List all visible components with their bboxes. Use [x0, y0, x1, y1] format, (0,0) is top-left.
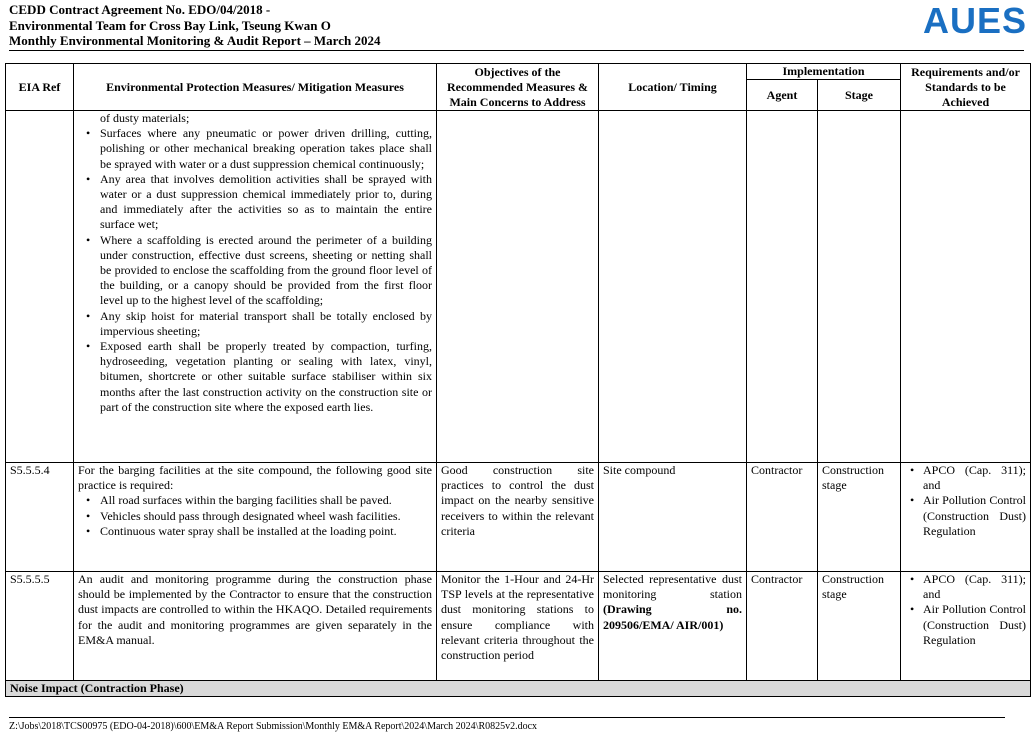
aues-logo: AUES — [922, 0, 1027, 41]
col-header-stage: Stage — [818, 80, 901, 111]
cell-location: Site compound — [599, 463, 747, 572]
location-drawing-ref: (Drawing no. 209506/EMA/ AIR/001) — [603, 602, 742, 632]
location-text: Selected representative dust monitoring station — [603, 572, 742, 602]
header-contract-line: CEDD Contract Agreement No. EDO/04/2018 - — [9, 2, 271, 17]
list-item: • Continuous water spray shall be installed at the loading point. — [100, 524, 432, 539]
list-item: • APCO (Cap. 311); and — [923, 463, 1026, 493]
table-row-continued — [6, 111, 1031, 463]
cell-objective: Good construction site practices to control the dust impact on the nearby sensitive receivers to within the relevant criteria — [437, 463, 599, 572]
col-header-measures: Environmental Protection Measures/ Mitigation Measures — [74, 64, 437, 111]
cell-eia-ref: S5.5.5.4 — [6, 463, 74, 572]
measure-intro: For the barging facilities at the site compound, the following good site practice is required: — [78, 463, 432, 493]
list-item: • Any skip hoist for material transport shall be totally enclosed by impervious sheeting; — [100, 309, 432, 339]
header-divider — [9, 50, 1024, 51]
cell-location — [599, 572, 747, 681]
mitigation-measures-table — [5, 63, 1031, 697]
cell-agent: Contractor — [747, 572, 818, 681]
cell-agent: Contractor — [747, 463, 818, 572]
col-header-eia-ref: EIA Ref — [6, 64, 74, 111]
col-header-implementation: Implementation — [747, 64, 901, 80]
footer-divider — [9, 717, 1005, 718]
cell-eia-ref: S5.5.5.5 — [6, 572, 74, 681]
table-row-s5554 — [6, 463, 1031, 572]
list-item: • APCO (Cap. 311); and — [923, 572, 1026, 602]
cell-requirements — [901, 572, 1031, 681]
cell-measures: An audit and monitoring programme during the construction phase should be implemented by the Contractor to ensure that the construction dust impacts are controlled to within the HKAQO. Detailed requirements for the audit and monitoring programmes are given separately in the EM&A manual. — [74, 572, 437, 681]
cell-measures — [74, 463, 437, 572]
col-header-agent: Agent — [747, 80, 818, 111]
list-item: • Exposed earth shall be properly treated by compaction, turfing, hydroseeding, vegetation planting or sealing with latex, vinyl, bitumen, shortcrete or other suitable surface stabiliser within six months after the last construction activity on the construction site or part of the construction site where the exposed earth lies. — [100, 339, 432, 415]
cell-eia-ref-empty — [6, 111, 74, 463]
cell-stage: Construction stage — [818, 572, 901, 681]
footer-file-path: Z:\Jobs\2018\TCS00975 (EDO-04-2018)\600\EM&A Report Submission\Monthly EM&A Report\2024\March 2024\R0825v2.docx — [9, 721, 538, 732]
list-item: • Where a scaffolding is erected around the perimeter of a building under construction, effective dust screens, sheeting or netting shall be provided to enclose the scaffolding from the ground floor level of the building, or a canopy should be provided from the first floor level up to the highest level of the scaffolding; — [100, 233, 432, 309]
list-item: • Air Pollution Control (Construction Dust) Regulation — [923, 602, 1026, 648]
header-team-line: Environmental Team for Cross Bay Link, Tseung Kwan O — [9, 17, 331, 33]
list-item: • All road surfaces within the barging facilities shall be paved. — [100, 493, 432, 508]
cell-requirements — [901, 463, 1031, 572]
col-header-requirements: Requirements and/or Standards to be Achieved — [901, 64, 1031, 111]
list-item: • Vehicles should pass through designated wheel wash facilities. — [100, 509, 432, 524]
header-report-line: Monthly Environmental Monitoring & Audit Report – March 2024 — [9, 33, 381, 48]
col-header-objectives: Objectives of the Recommended Measures & Main Concerns to Address — [437, 64, 599, 111]
cell-measures-continued — [74, 111, 437, 463]
cell-stage: Construction stage — [818, 463, 901, 572]
list-item: • Any area that involves demolition activities shall be sprayed with water or a dust suppression chemical immediately prior to, during and immediately after the activities so as to maintain the entire surface wet; — [100, 172, 432, 233]
list-item: • Surfaces where any pneumatic or power driven drilling, cutting, polishing or other mechanical breaking operation takes place shall be sprayed with water or a dust suppression chemical continuously; — [100, 126, 432, 172]
report-header — [9, 2, 380, 49]
table-row-s5555 — [6, 572, 1031, 681]
continued-lead-text: of dusty materials; — [100, 111, 190, 125]
col-header-location: Location/ Timing — [599, 64, 747, 111]
section-row-noise-impact: Noise Impact (Contraction Phase) — [6, 681, 1031, 697]
list-item: • Air Pollution Control (Construction Dust) Regulation — [923, 493, 1026, 539]
cell-objective: Monitor the 1-Hour and 24-Hr TSP levels at the representative dust monitoring stations to ensure compliance with relevant criteria throughout the construction period — [437, 572, 599, 681]
